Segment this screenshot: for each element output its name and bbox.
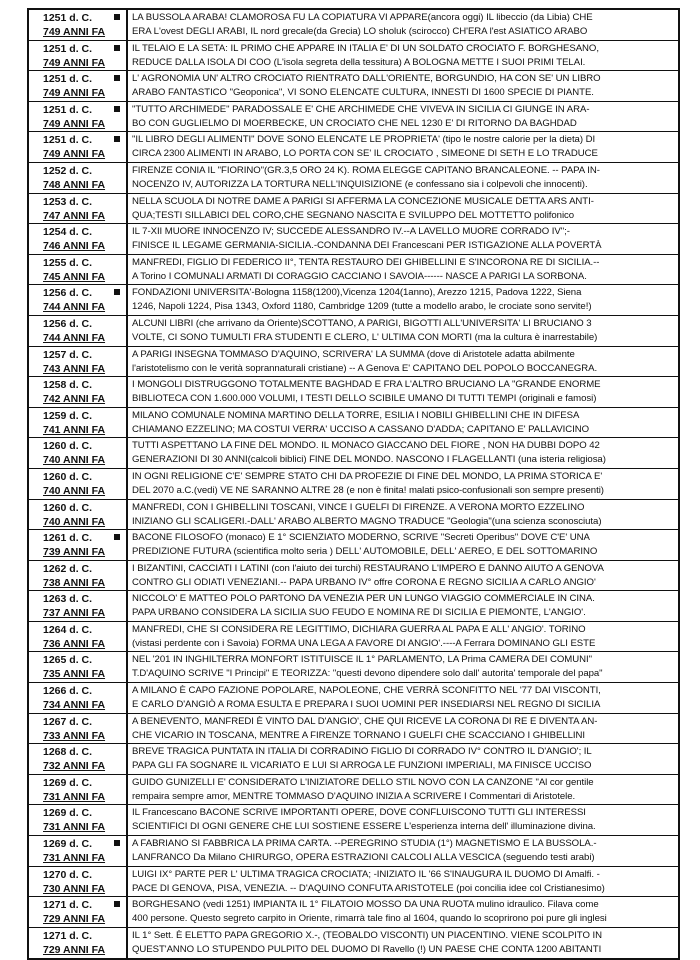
date-cell bbox=[29, 714, 128, 744]
chronology-table bbox=[27, 8, 680, 960]
description-line: PREDIZIONE FUTURA (scientifica molto seria ) DELL' AUTOMOBILE, DELL' AEREO, E DEL SOTTOMARINO bbox=[132, 546, 598, 558]
table-row bbox=[29, 897, 678, 928]
description-line: A Torino I COMUNALI ARMATI DI CORAGGIO CACCIANO I SAVOIA------ NASCE A PARIGI LA SORBONA. bbox=[132, 270, 587, 282]
square-marker-icon bbox=[114, 534, 120, 540]
table-row bbox=[29, 255, 678, 286]
date-cell bbox=[29, 775, 128, 805]
year-label: 1251 d. C. bbox=[43, 134, 93, 147]
description-line: MANFREDI, CON I GHIBELLINI TOSCANI, VINCE I GUELFI DI FIRENZE. A VERONA MORTO EZZELINO bbox=[132, 501, 585, 513]
year-label: 1253 d. C. bbox=[43, 195, 93, 208]
year-label: 1271 d. C. bbox=[43, 899, 93, 912]
description-line: FINISCE IL LEGAME GERMANIA-SICILIA.-CONDANNA DEI Francescani PER ISTIGAZIONE ALLA POVERTÀ bbox=[132, 240, 602, 252]
year-label: 1255 d. C. bbox=[43, 256, 93, 269]
date-cell bbox=[29, 377, 128, 407]
date-cell bbox=[29, 41, 128, 71]
years-ago-label: 745 ANNI FA bbox=[43, 270, 106, 283]
years-ago-label: 749 ANNI FA bbox=[43, 117, 106, 130]
date-cell bbox=[29, 744, 128, 774]
event-description bbox=[128, 622, 678, 652]
years-ago-label: 740 ANNI FA bbox=[43, 515, 106, 528]
table-row bbox=[29, 530, 678, 561]
year-label: 1262 d. C. bbox=[43, 562, 93, 575]
year-label: 1263 d. C. bbox=[43, 593, 93, 606]
years-ago-label: 744 ANNI FA bbox=[43, 331, 106, 344]
years-ago-label: 739 ANNI FA bbox=[43, 546, 106, 559]
description-line: E CARLO D'ANGIÒ A ROMA ESULTA E PREPARA I SUOI UOMINI PER INSEDIARSI NEL REGNO DI SICILIA bbox=[132, 699, 601, 711]
square-marker-icon bbox=[114, 45, 120, 51]
description-line: GENERAZIONI DI 30 ANNI(calcoli biblici) FINE DEL MONDO. NASCONO I FLAGELLANTI (una isteria religiosa) bbox=[132, 454, 606, 466]
event-description bbox=[128, 347, 678, 377]
date-cell bbox=[29, 500, 128, 530]
description-line: LUIGI IX° PARTE PER L' ULTIMA TRAGICA CROCIATA; -INIZIATO IL '66 S'INAUGURA IL DUOMO DI Amalfi. - bbox=[132, 868, 600, 880]
description-line: I BIZANTINI, CACCIATI I LATINI (con l'aiuto dei turchi) RESTAURANO L'IMPERO E DANNO AIUTO A GENOVA bbox=[132, 562, 604, 574]
years-ago-label: 738 ANNI FA bbox=[43, 576, 106, 589]
description-line: LANFRANCO Da Milano CHIRURGO, OPERA ESTRAZIONI CALCOLI ALLA VESCICA (seguendo testi arabi) bbox=[132, 852, 595, 864]
description-line: 400 persone. Questo segreto carpito in Oriente, rimarrà tale fino al 1604, quando lo scoprirono poi pure gli inglesi bbox=[132, 913, 607, 925]
years-ago-label: 735 ANNI FA bbox=[43, 668, 106, 681]
description-line: CONTRO GLI ODIATI VENEZIANI.-- PAPA URBANO IV° offre CORONA E REGNO SICILIA A CARLO ANGIO' bbox=[132, 576, 596, 588]
description-line: PAPA URBANO CONSIDERA LA SICILIA SUO FEUDO E NOMINA RE DI SICILIA E PIEMONTE, L'ANGIO'. bbox=[132, 607, 586, 619]
date-cell bbox=[29, 867, 128, 897]
years-ago-label: 729 ANNI FA bbox=[43, 943, 106, 956]
year-label: 1269 d. C. bbox=[43, 807, 93, 820]
event-description bbox=[128, 41, 678, 71]
event-description bbox=[128, 316, 678, 346]
description-line: FONDAZIONI UNIVERSITA'-Bologna 1158(1200),Vicenza 1204(1anno), Arezzo 1215, Padova 1222, Siena bbox=[132, 287, 582, 299]
description-line: CHIAMANO EZZELINO; MA COSTUI VERRA' UCCISO A CASSANO D'ADDA; CAPITANO E' PALLAVICINO bbox=[132, 423, 590, 435]
table-row bbox=[29, 132, 678, 163]
event-description bbox=[128, 224, 678, 254]
description-line: rempaira sempre amor, MENTRE TOMMASO D'AQUINO INIZIA A SCRIVERE I Commentari di Aristotele. bbox=[132, 790, 576, 802]
years-ago-label: 743 ANNI FA bbox=[43, 362, 106, 375]
date-cell bbox=[29, 102, 128, 132]
years-ago-label: 749 ANNI FA bbox=[43, 148, 106, 161]
year-label: 1259 d. C. bbox=[43, 409, 93, 422]
year-label: 1257 d. C. bbox=[43, 348, 93, 361]
table-row bbox=[29, 652, 678, 683]
description-line: IL TELAIO E LA SETA: IL PRIMO CHE APPARE IN ITALIA E' DI UN SOLDATO CROCIATO F. BORGHESANO, bbox=[132, 42, 599, 54]
table-row bbox=[29, 867, 678, 898]
event-description bbox=[128, 438, 678, 468]
year-label: 1269 d. C. bbox=[43, 838, 93, 851]
years-ago-label: 732 ANNI FA bbox=[43, 760, 106, 773]
table-row bbox=[29, 714, 678, 745]
date-cell bbox=[29, 224, 128, 254]
year-label: 1266 d. C. bbox=[43, 685, 93, 698]
event-description bbox=[128, 469, 678, 499]
event-description bbox=[128, 836, 678, 866]
event-description bbox=[128, 561, 678, 591]
event-description bbox=[128, 71, 678, 101]
year-label: 1260 d. C. bbox=[43, 470, 93, 483]
years-ago-label: 731 ANNI FA bbox=[43, 821, 106, 834]
years-ago-label: 731 ANNI FA bbox=[43, 852, 106, 865]
description-line: ERA L'ovest DEGLI ARABI, IL nord grecale(da Grecia) LO sholuk (scirocco) CH'ERA l'est ASIATICO ARABO bbox=[132, 26, 588, 37]
table-row bbox=[29, 775, 678, 806]
table-row bbox=[29, 500, 678, 531]
description-line: "IL LIBRO DEGLI ALIMENTI" DOVE SONO ELENCATE LE PROPRIETA' (tipo le nostre calorie per la dieta) DI bbox=[132, 134, 596, 146]
description-line: 1246, Napoli 1224, Pisa 1343, Oxford 1180, Cambridge 1209 (tutte a modello arabo, le crociate sono servite!) bbox=[132, 301, 592, 313]
table-row bbox=[29, 41, 678, 72]
description-line: MANFREDI, FIGLIO DI FEDERICO II°, TENTA RESTAURO DEI GHIBELLINI E S'INCORONA RE DI SICILIA.-- bbox=[132, 256, 600, 268]
year-label: 1251 d. C. bbox=[43, 42, 93, 55]
year-label: 1251 d. C. bbox=[43, 12, 93, 24]
table-row bbox=[29, 561, 678, 592]
description-line: I MONGOLI DISTRUGGONO TOTALMENTE BAGHDAD E FRA L'ALTRO BRUCIANO LA "GRANDE ENORME bbox=[132, 379, 601, 391]
year-label: 1265 d. C. bbox=[43, 654, 93, 667]
description-line: PAPA GLI FA SOGNARE IL VICARIATO E LUI SI ARROGA LE FUNZIONI IMPERIALI, MA FINISCE UCCISO bbox=[132, 760, 592, 772]
description-line: INIZIANO GLI SCALIGERI.-DALL' ARABO ALBERTO MAGNO TRADUCE "Geologia"(una scienza sconosciuta) bbox=[132, 515, 602, 527]
date-cell bbox=[29, 255, 128, 285]
square-marker-icon bbox=[114, 136, 120, 142]
year-label: 1256 d. C. bbox=[43, 317, 93, 330]
year-label: 1252 d. C. bbox=[43, 164, 93, 177]
description-line: BO CON GUGLIELMO DI MOERBECKE, UN CROCIATO CHE NEL 1230 E' DI RITORNO DA BAGHDAD bbox=[132, 117, 577, 129]
years-ago-label: 731 ANNI FA bbox=[43, 790, 106, 803]
table-row bbox=[29, 285, 678, 316]
event-description bbox=[128, 408, 678, 438]
event-description bbox=[128, 591, 678, 621]
event-description bbox=[128, 897, 678, 927]
date-cell bbox=[29, 194, 128, 224]
description-line: ALCUNI LIBRI (che arrivano da Oriente)SCOTTANO, A PARIGI, BIGOTTI ALL'UNIVERSITA' LI BRUCIANO 3 bbox=[132, 317, 592, 329]
date-cell bbox=[29, 683, 128, 713]
event-description bbox=[128, 652, 678, 682]
description-line: REDUCE DALLA ISOLA DI COO (L'isola segreta della tessitura) A BOLOGNA METTE I SUOI PRIMI TELAI. bbox=[132, 56, 586, 68]
years-ago-label: 748 ANNI FA bbox=[43, 178, 106, 191]
description-line: A MILANO È CAPO FAZIONE POPOLARE, NAPOLEONE, CHE VERRÀ SCONFITTO NEL '77 DAI VISCONTI, bbox=[132, 685, 601, 697]
description-line: VOLTE, CI SONO TUMULTI FRA STUDENTI E CLERO, L' ULTIMA CON MORTI (ma la cultura è inarrestabile) bbox=[132, 331, 598, 343]
description-line: MILANO COMUNALE NOMINA MARTINO DELLA TORRE, ESILIA I NOBILI GHIBELLINI CHE IN DIFESA bbox=[132, 409, 580, 421]
description-line: NICCOLO' E MATTEO POLO PARTONO DA VENEZIA PER UN LUNGO VIAGGIO COMMERCIALE IN CINA. bbox=[132, 593, 595, 605]
table-row bbox=[29, 377, 678, 408]
date-cell bbox=[29, 805, 128, 835]
years-ago-label: 740 ANNI FA bbox=[43, 454, 106, 467]
description-line: l'aristotelismo con le verità soprannaturali cristiane) -- A Genova E' CAPITANO DEL POPOLO BOCCANEGRA. bbox=[132, 362, 598, 374]
date-cell bbox=[29, 928, 128, 959]
event-description bbox=[128, 255, 678, 285]
years-ago-label: 740 ANNI FA bbox=[43, 484, 106, 497]
year-label: 1264 d. C. bbox=[43, 623, 93, 636]
years-ago-label: 737 ANNI FA bbox=[43, 607, 106, 620]
years-ago-label: 730 ANNI FA bbox=[43, 882, 106, 895]
years-ago-label: 749 ANNI FA bbox=[43, 26, 106, 38]
description-line: NOCENZO IV, AUTORIZZA LA TORTURA NELL'INQUISIZIONE (e confessano sia i colpevoli che innocenti). bbox=[132, 178, 588, 190]
square-marker-icon bbox=[114, 901, 120, 907]
square-marker-icon bbox=[114, 14, 120, 20]
table-row bbox=[29, 194, 678, 225]
description-line: FIRENZE CONIA IL "FIORINO"(GR.3,5 ORO 24 K). ROMA ELEGGE CAPITANO BRANCALEONE. -- PAPA IN- bbox=[132, 164, 600, 176]
event-description bbox=[128, 805, 678, 835]
table-row bbox=[29, 928, 678, 959]
table-row bbox=[29, 224, 678, 255]
table-row bbox=[29, 469, 678, 500]
date-cell bbox=[29, 347, 128, 377]
event-description bbox=[128, 10, 678, 40]
years-ago-label: 742 ANNI FA bbox=[43, 393, 106, 406]
years-ago-label: 746 ANNI FA bbox=[43, 240, 106, 253]
description-line: CHE VICARIO IN TOSCANA, MENTRE A FIRENZE TORNANO I GUELFI CHE SCACCIANO I GHIBELLINI bbox=[132, 729, 586, 741]
years-ago-label: 736 ANNI FA bbox=[43, 637, 106, 650]
years-ago-label: 741 ANNI FA bbox=[43, 423, 106, 436]
table-row bbox=[29, 316, 678, 347]
description-line: PACE DI GENOVA, PISA, VENEZIA. -- D'AQUINO CONFUTA ARISTOTELE (poi concilia idee col Cristianesimo) bbox=[132, 882, 605, 894]
date-cell bbox=[29, 836, 128, 866]
event-description bbox=[128, 377, 678, 407]
table-row bbox=[29, 622, 678, 653]
description-line: NEL '201 IN INGHILTERRA MONFORT ISTITUISCE IL 1° PARLAMENTO, LA Prima CAMERA DEI COMUNI" bbox=[132, 654, 592, 666]
event-description bbox=[128, 744, 678, 774]
table-row bbox=[29, 683, 678, 714]
description-line: BORGHESANO (vedi 1251) IMPIANTA IL 1° FILATOIO MOSSO DA UNA RUOTA mulino idraulico. Filava come bbox=[132, 899, 599, 911]
year-label: 1270 d. C. bbox=[43, 868, 93, 881]
event-description bbox=[128, 683, 678, 713]
date-cell bbox=[29, 469, 128, 499]
date-cell bbox=[29, 163, 128, 193]
years-ago-label: 747 ANNI FA bbox=[43, 209, 106, 222]
description-line: A FABRIANO SI FABBRICA LA PRIMA CARTA. --PEREGRINO STUDIA (1°) MAGNETISMO E LA BUSSOLA.- bbox=[132, 838, 597, 850]
description-line: A PARIGI INSEGNA TOMMASO D'AQUINO, SCRIVERA' LA SUMMA (dove di Aristotele adatta abilmente bbox=[132, 348, 575, 360]
square-marker-icon bbox=[114, 106, 120, 112]
date-cell bbox=[29, 285, 128, 315]
table-row bbox=[29, 836, 678, 867]
table-row bbox=[29, 102, 678, 133]
description-line: IL Francescano BACONE SCRIVE IMPORTANTI OPERE, DOVE CONFLUISCONO TUTTI GLI INTERESSI bbox=[132, 807, 586, 819]
event-description bbox=[128, 194, 678, 224]
date-cell bbox=[29, 10, 128, 40]
year-label: 1268 d. C. bbox=[43, 746, 93, 759]
description-line: IL 1° Sett. È ELETTO PAPA GREGORIO X.-, (TEOBALDO VISCONTI) UN PIACENTINO. VIENE SCOLPITO IN bbox=[132, 929, 602, 941]
event-description bbox=[128, 867, 678, 897]
table-row bbox=[29, 347, 678, 378]
date-cell bbox=[29, 897, 128, 927]
table-row bbox=[29, 438, 678, 469]
table-row bbox=[29, 805, 678, 836]
date-cell bbox=[29, 530, 128, 560]
description-line: L' AGRONOMIA UN' ALTRO CROCIATO RIENTRATO DALL'ORIENTE, BORGUNDIO, HA CON SE' UN LIBRO bbox=[132, 73, 601, 85]
date-cell bbox=[29, 132, 128, 162]
event-description bbox=[128, 163, 678, 193]
description-line: GUIDO GUNIZELLI E' CONSIDERATO L'INIZIATORE DELLO STIL NOVO CON LA CANZONE "Al cor gentile bbox=[132, 776, 594, 788]
years-ago-label: 749 ANNI FA bbox=[43, 56, 106, 69]
table-row bbox=[29, 591, 678, 622]
years-ago-label: 733 ANNI FA bbox=[43, 729, 106, 742]
years-ago-label: 749 ANNI FA bbox=[43, 87, 106, 100]
description-line: NELLA SCUOLA DI NOTRE DAME A PARIGI SI AFFERMA LA CONCEZIONE MUSICALE DETTA ARS ANTI- bbox=[132, 195, 594, 207]
description-line: "TUTTO ARCHIMEDE" PARADOSSALE E' CHE ARCHIMEDE CHE VIVEVA IN SICILIA CI GIUNGE IN ARA- bbox=[132, 103, 590, 115]
event-description bbox=[128, 285, 678, 315]
year-label: 1271 d. C. bbox=[43, 929, 93, 942]
description-line: QUA;TESTI SILLABICI DEL CORO,CHE SEGNANO NASCITA E SVILUPPO DEL MOTTETTO polifonico bbox=[132, 209, 575, 221]
table-row bbox=[29, 408, 678, 439]
description-line: ARABO FANTASTICO "Geoponica", VI SONO ELENCATE CULTURA, INNESTI DI 1600 SPECIE DI PIANTE. bbox=[132, 87, 594, 99]
description-line: BACONE FILOSOFO (monaco) E 1° SCIENZIATO MODERNO, SCRIVE "Secreti Operibus" DOVE C'E' UNA bbox=[132, 532, 590, 544]
date-cell bbox=[29, 652, 128, 682]
year-label: 1260 d. C. bbox=[43, 440, 93, 453]
description-line: DEL 2070 a.C.(vedi) VE NE SARANNO ALTRE 28 (e non è finita! malati psico-confusionali son sempre presenti) bbox=[132, 484, 604, 496]
description-line: BREVE TRAGICA PUNTATA IN ITALIA DI CORRADINO FIGLIO DI CORRADO IV° CONTRO IL D'ANGIO'; IL bbox=[132, 746, 592, 758]
event-description bbox=[128, 500, 678, 530]
description-line: T.D'AQUINO SCRIVE "I Principi" E TEORIZZA: "questi devono dipendere solo dall' autorita' temporale del papa" bbox=[132, 668, 603, 680]
year-label: 1254 d. C. bbox=[43, 226, 93, 239]
event-description bbox=[128, 928, 678, 959]
table-row bbox=[29, 71, 678, 102]
event-description bbox=[128, 714, 678, 744]
table-row bbox=[29, 163, 678, 194]
description-line: LA BUSSOLA ARABA! CLAMOROSA FU LA COPIATURA VI APPARE(ancora oggi) IL libeccio (da Libia) CHE bbox=[132, 12, 593, 23]
square-marker-icon bbox=[114, 75, 120, 81]
year-label: 1256 d. C. bbox=[43, 287, 93, 300]
year-label: 1269 d. C. bbox=[43, 776, 93, 789]
event-description bbox=[128, 530, 678, 560]
years-ago-label: 729 ANNI FA bbox=[43, 913, 106, 926]
date-cell bbox=[29, 316, 128, 346]
description-line: IN OGNI RELIGIONE C'E' SEMPRE STATO CHI DA PROFEZIE DI FINE DEL MONDO, LA PRIMA STORICA E' bbox=[132, 470, 603, 482]
year-label: 1258 d. C. bbox=[43, 379, 93, 392]
table-row bbox=[29, 10, 678, 41]
description-line: CIRCA 2300 ALIMENTI IN ARABO, LO PORTA CON SE' IL CROCIATO , SIMEONE DI SETH E LO TRADUCE bbox=[132, 148, 598, 160]
year-label: 1261 d. C. bbox=[43, 532, 93, 545]
year-label: 1267 d. C. bbox=[43, 715, 93, 728]
description-line: IL 7-XII MUORE INNOCENZO IV; SUCCEDE ALESSANDRO IV.--A LAVELLO MUORE CORRADO IV";- bbox=[132, 226, 570, 238]
event-description bbox=[128, 775, 678, 805]
years-ago-label: 744 ANNI FA bbox=[43, 301, 106, 314]
date-cell bbox=[29, 591, 128, 621]
description-line: A BENEVENTO, MANFREDI È VINTO DAL D'ANGIO', CHE QUI RICEVE LA CORONA DI RE E DIVENTA AN- bbox=[132, 715, 598, 727]
description-line: MANFREDI, CHE SI CONSIDERA RE LEGITTIMO, DICHIARA GUERRA AL PAPA E ALL' ANGIO'. TORINO bbox=[132, 623, 586, 635]
year-label: 1251 d. C. bbox=[43, 103, 93, 116]
description-line: BIBLIOTECA CON 1.600.000 VOLUMI, I TESTI DELLO SCIBILE UMANO DI TUTTI TEMPI (originali e famosi) bbox=[132, 393, 597, 405]
date-cell bbox=[29, 71, 128, 101]
date-cell bbox=[29, 408, 128, 438]
date-cell bbox=[29, 561, 128, 591]
square-marker-icon bbox=[114, 840, 120, 846]
year-label: 1260 d. C. bbox=[43, 501, 93, 514]
event-description bbox=[128, 102, 678, 132]
year-label: 1251 d. C. bbox=[43, 73, 93, 86]
table-row bbox=[29, 744, 678, 775]
description-line: (vistasi perdente con i Savoia) FORMA UNA LEGA A FAVORE DI ANGIO'.----A Ferrara DOMINANO GLI ESTE bbox=[132, 637, 596, 649]
description-line: TUTTI ASPETTANO LA FINE DEL MONDO. IL MONACO GIACCANO DEL FIORE , NON HA DUBBI DOPO 42 bbox=[132, 440, 600, 452]
event-description bbox=[128, 132, 678, 162]
description-line: SCIENTIFICI DI OGNI GENERE CHE LUI SOSTIENE ESSERE L'esperienza interna dell' illuminazione divina. bbox=[132, 821, 596, 833]
date-cell bbox=[29, 622, 128, 652]
date-cell bbox=[29, 438, 128, 468]
years-ago-label: 734 ANNI FA bbox=[43, 699, 106, 712]
square-marker-icon bbox=[114, 289, 120, 295]
description-line: QUEST'ANNO LO STUPENDO PULPITO DEL DUOMO DI Ravello (!) UN PAESE CHE CONTA 1200 ABITANTI bbox=[132, 943, 602, 955]
